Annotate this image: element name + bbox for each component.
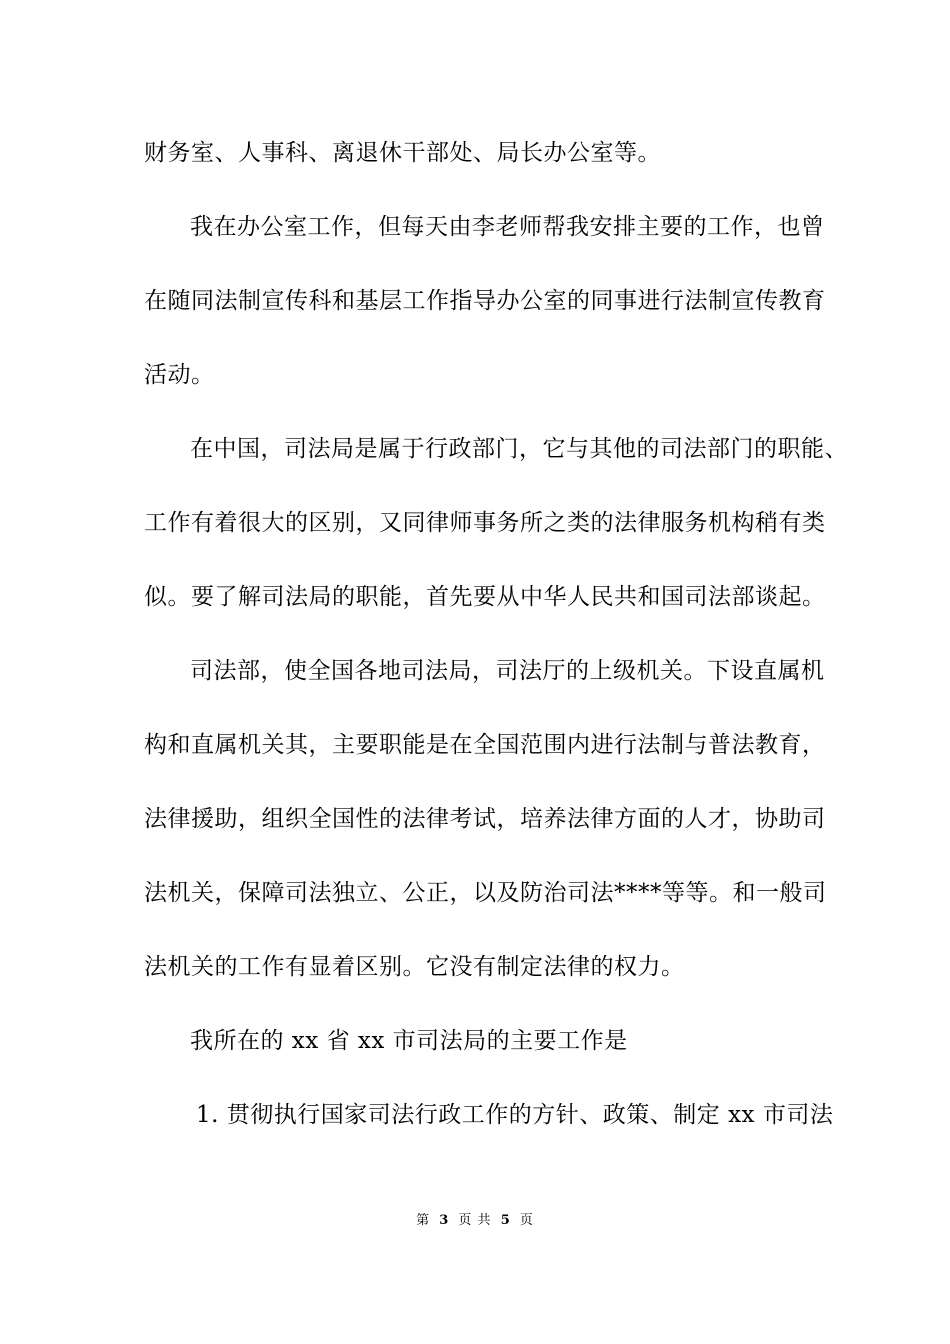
paragraph-line: 在随同法制宣传科和基层工作指导办公室的同事进行法制宣传教育 <box>144 288 826 314</box>
paragraph-line: 我所在的 xx 省 xx 市司法局的主要工作是 <box>190 1028 628 1054</box>
paragraph-line: 活动。 <box>144 362 215 388</box>
footer-suffix: 页 <box>519 1213 534 1228</box>
paragraph-line: 财务室、人事科、离退休干部处、局长办公室等。 <box>144 140 661 166</box>
page-footer <box>0 1212 950 1230</box>
paragraph-line: 法律援助，组织全国性的法律考试，培养法律方面的人才，协助司 <box>144 806 826 832</box>
paragraph-line: 法机关，保障司法独立、公正，以及防治司法****等等。和一般司 <box>144 880 827 906</box>
paragraph-line: 在中国，司法局是属于行政部门，它与其他的司法部门的职能、 <box>190 436 848 462</box>
paragraph-line: 似。要了解司法局的职能，首先要从中华人民共和国司法部谈起。 <box>144 584 826 610</box>
total-pages-number: 5 <box>500 1213 511 1228</box>
list-item-line: 1. 贯彻执行国家司法行政工作的方针、政策、制定 xx 市司法 <box>196 1102 834 1128</box>
paragraph-line: 构和直属机关其，主要职能是在全国范围内进行法制与普法教育， <box>144 732 826 758</box>
footer-prefix: 第 <box>416 1213 431 1228</box>
paragraph-line: 我在办公室工作，但每天由李老师帮我安排主要的工作，也曾 <box>190 214 825 240</box>
current-page-number: 3 <box>439 1213 450 1228</box>
footer-middle: 页 共 <box>458 1213 492 1228</box>
paragraph-line: 工作有着很大的区别，又同律师事务所之类的法律服务机构稍有类 <box>144 510 826 536</box>
paragraph-line: 司法部，使全国各地司法局，司法厅的上级机关。下设直属机 <box>190 658 825 684</box>
paragraph-line: 法机关的工作有显着区别。它没有制定法律的权力。 <box>144 954 685 980</box>
